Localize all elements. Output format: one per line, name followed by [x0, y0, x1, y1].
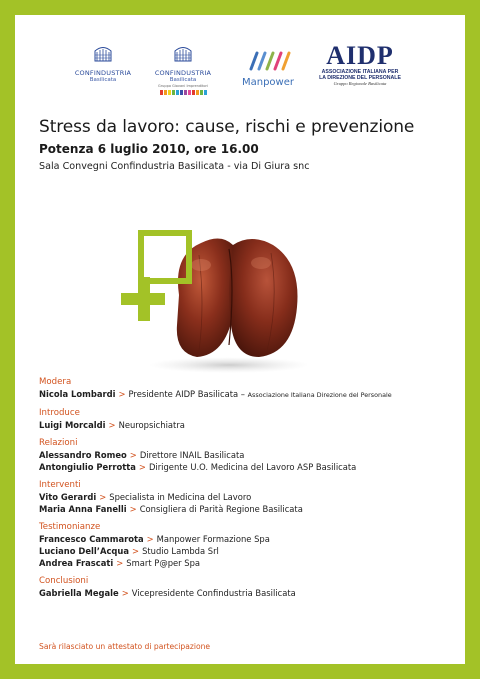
person-role: Neuropsichiatra — [118, 420, 185, 430]
programme — [39, 377, 459, 599]
person-role: Vicepresidente Confindustria Basilicata — [131, 588, 296, 598]
confindustria-logo — [71, 43, 135, 84]
person-role: Consigliera di Parità Regione Basilicata — [139, 504, 303, 514]
confindustria-giovani-group: Gruppo Giovani Imprenditori — [158, 84, 208, 88]
section-label-moderator: Modera — [39, 377, 72, 387]
separator-arrow: > — [108, 420, 116, 430]
separator-arrow: > — [132, 546, 140, 556]
person-role: Presidente AIDP Basilicata – — [128, 389, 245, 399]
separator-arrow: > — [121, 588, 129, 598]
person-row — [39, 461, 459, 473]
event-date: Potenza 6 luglio 2010, ore 16.00 — [39, 142, 259, 156]
person-role: Dirigente U.O. Medicina del Lavoro ASP Basilicata — [148, 462, 357, 472]
aidp-group: Gruppo Regionale Basilicata — [333, 81, 387, 86]
event-flyer — [15, 15, 465, 664]
manpower-name: Manpower — [241, 77, 294, 88]
aidp-line1: ASSOCIAZIONE ITALIANA PER — [321, 69, 399, 75]
person-name: Luigi Morcaldi — [39, 420, 106, 430]
person-role: Specialista in Medicina del Lavoro — [109, 492, 252, 502]
person-name: Alessandro Romeo — [39, 450, 127, 460]
separator-arrow: > — [138, 462, 146, 472]
section-label-conclusions: Conclusioni — [39, 576, 89, 586]
section-label-intro: Introduce — [39, 408, 80, 418]
separator-arrow: > — [129, 504, 137, 514]
person-role: Direttore INAIL Basilicata — [139, 450, 245, 460]
person-row — [39, 545, 459, 557]
colored-bars-icon — [151, 90, 215, 95]
person-row — [39, 503, 459, 515]
separator-arrow: > — [129, 450, 137, 460]
person-name: Maria Anna Fanelli — [39, 504, 127, 514]
person-row — [39, 388, 459, 401]
person-role-extra: Associazione Italiana Direzione del Personale — [247, 391, 392, 399]
manpower-stripes-icon — [245, 49, 291, 71]
confindustria-emblem-icon — [92, 43, 114, 65]
confindustria-giovani-name: CONFINDUSTRIA — [154, 69, 212, 77]
confindustria-giovani-logo — [151, 43, 215, 95]
person-role: Smart P@per Spa — [126, 558, 201, 568]
separator-arrow: > — [99, 492, 107, 502]
confindustria-emblem-icon — [172, 43, 194, 65]
person-name: Francesco Cammarota — [39, 534, 144, 544]
separator-arrow: > — [146, 534, 154, 544]
person-name: Gabriella Megale — [39, 588, 119, 598]
person-row — [39, 449, 459, 461]
sponsor-logos — [15, 31, 465, 106]
aidp-line2: LA DIREZIONE DEL PERSONALE — [319, 75, 401, 81]
attendance-certificate-note: Sarà rilasciato un attestato di partecipazione — [39, 642, 211, 651]
confindustria-region: Basilicata — [89, 77, 117, 83]
section-label-talks: Relazioni — [39, 438, 78, 448]
person-name: Andrea Frascati — [39, 558, 114, 568]
event-title: Stress da lavoro: cause, rischi e prevenzione — [39, 117, 415, 137]
event-venue: Sala Convegni Confindustria Basilicata - via Di Giura snc — [39, 161, 310, 172]
separator-arrow: > — [118, 389, 126, 399]
section-label-interventions: Interventi — [39, 480, 81, 490]
boxing-gloves-image — [101, 215, 331, 375]
aidp-name: AIDP — [326, 41, 394, 70]
person-name: Luciano Dell’Acqua — [39, 546, 130, 556]
person-row — [39, 491, 459, 503]
section-label-testimonials: Testimonianze — [39, 522, 101, 532]
aidp-logo — [315, 43, 405, 87]
person-role: Manpower Formazione Spa — [156, 534, 270, 544]
separator-arrow: > — [116, 558, 124, 568]
person-row — [39, 533, 459, 545]
person-row — [39, 587, 459, 599]
person-role: Studio Lambda Srl — [142, 546, 219, 556]
manpower-logo — [237, 49, 299, 88]
person-row — [39, 557, 459, 569]
confindustria-name: CONFINDUSTRIA — [74, 69, 132, 77]
confindustria-giovani-region: Basilicata — [169, 77, 197, 83]
person-name: Nicola Lombardi — [39, 389, 116, 399]
person-name: Vito Gerardi — [39, 492, 97, 502]
person-name: Antongiulio Perrotta — [39, 462, 136, 472]
person-row — [39, 419, 459, 431]
